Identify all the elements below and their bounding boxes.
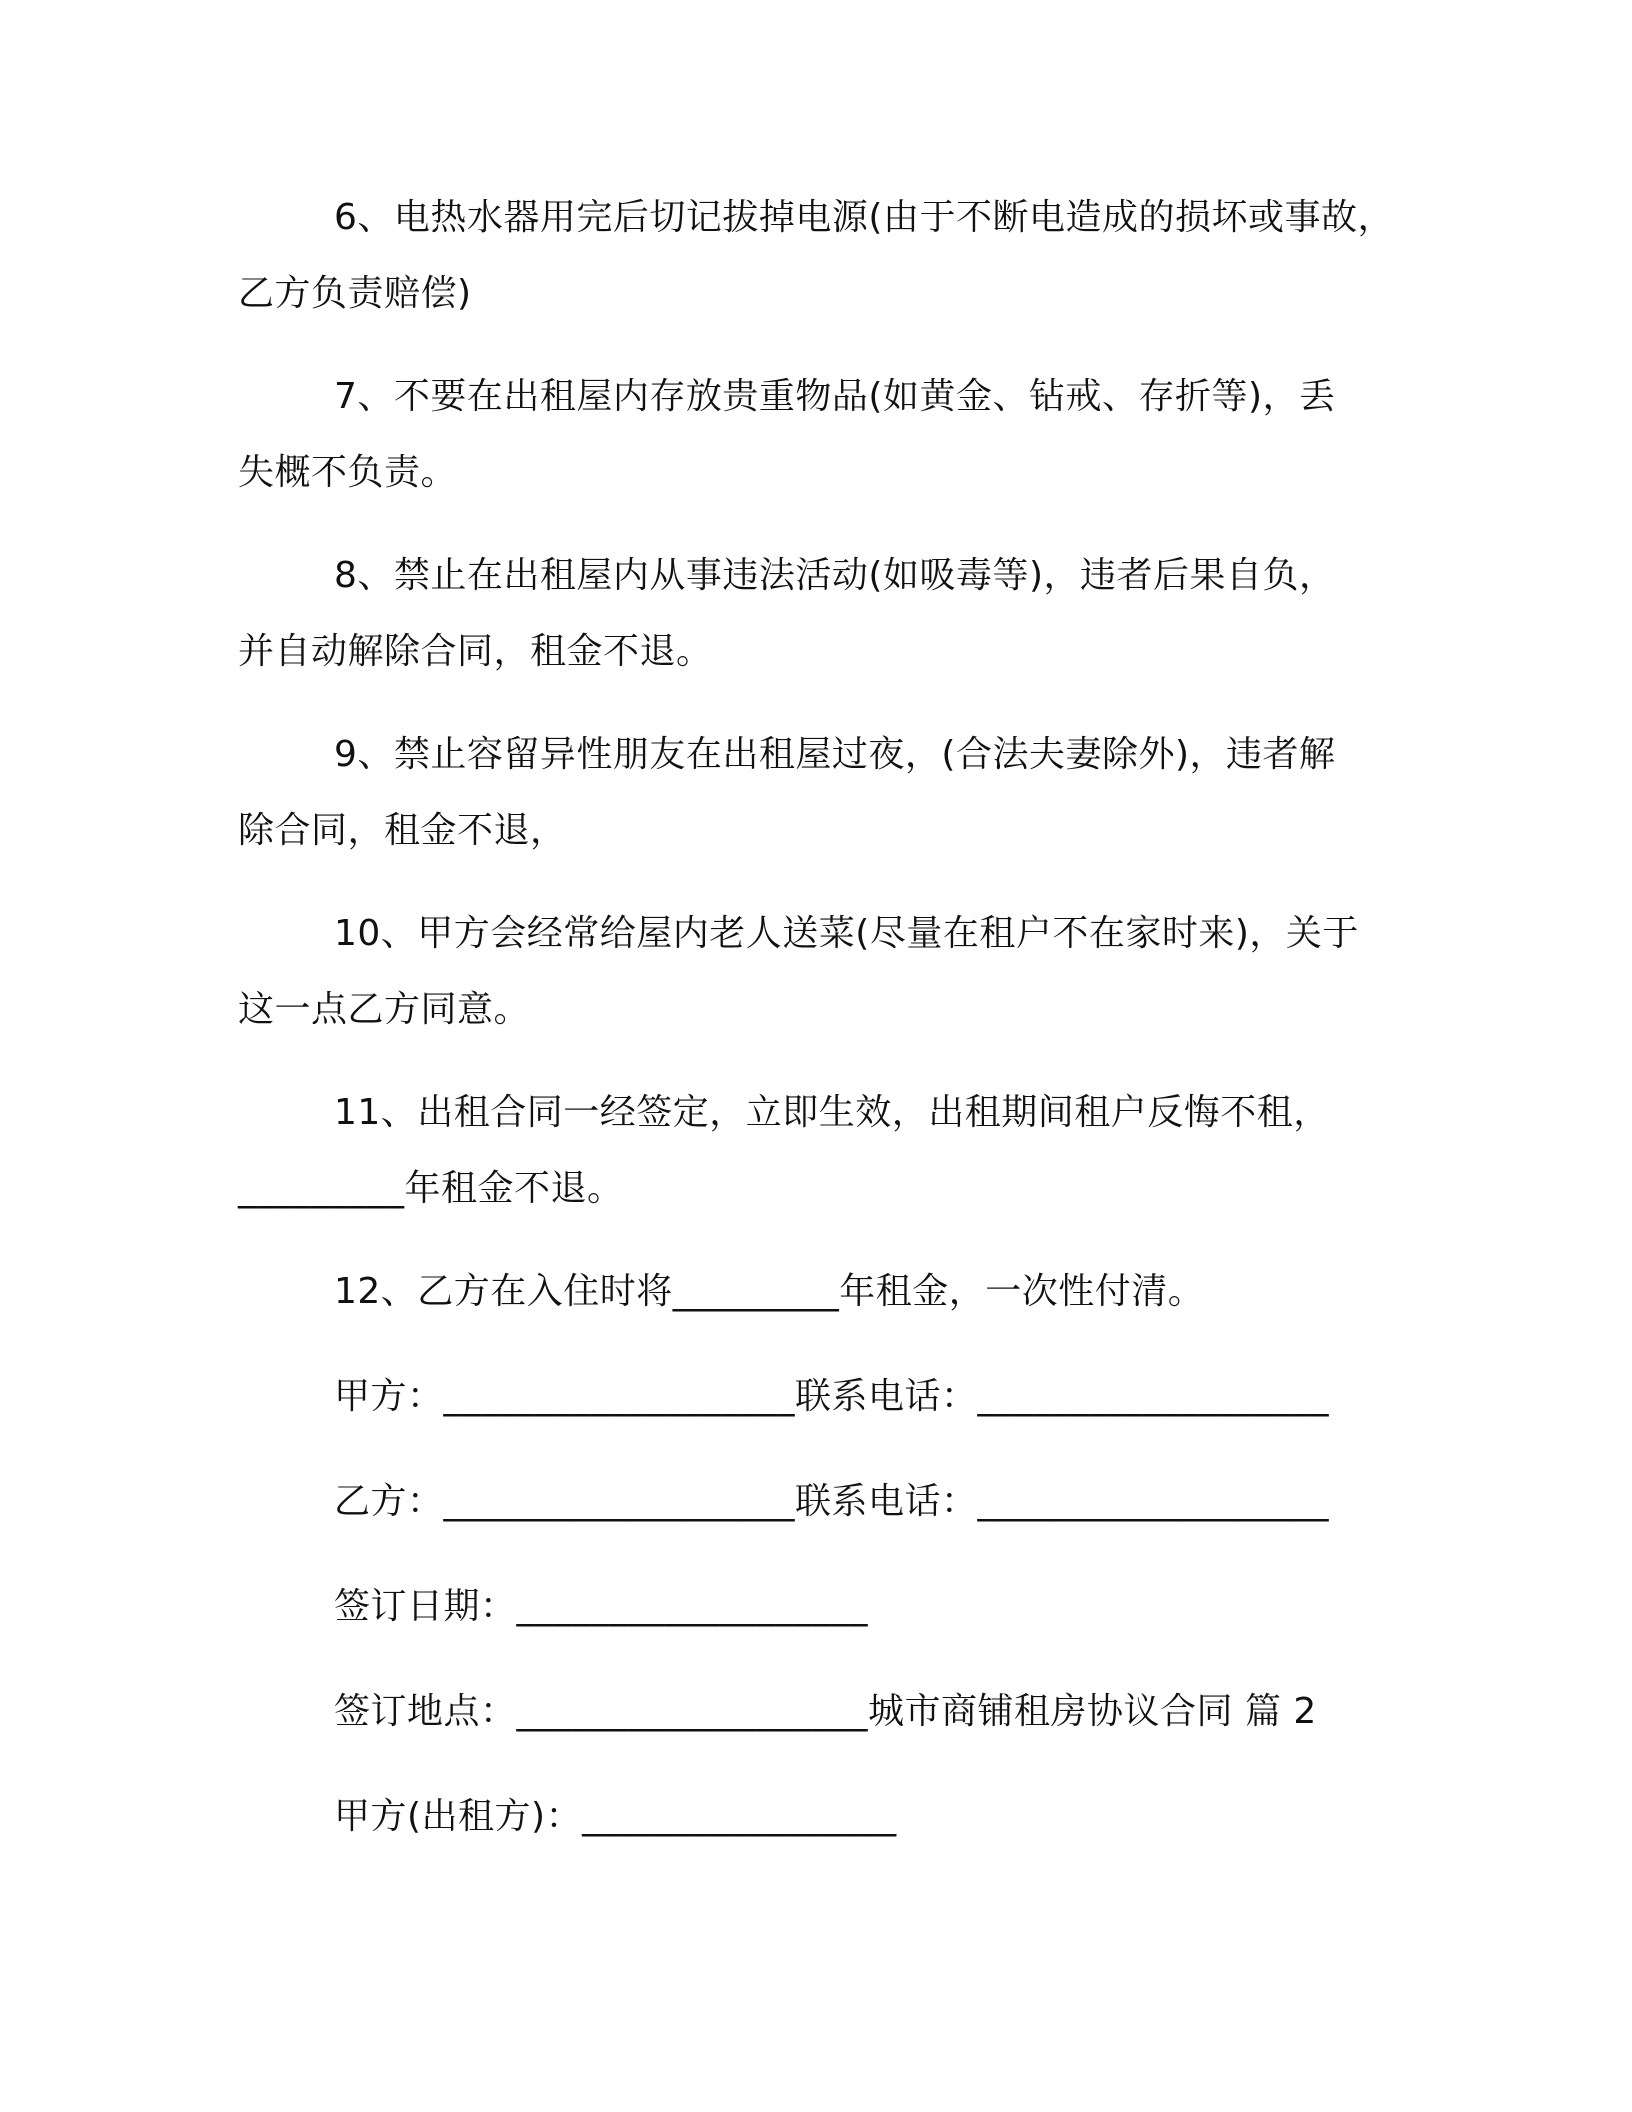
sign-date-line: 签订日期：___________________ xyxy=(334,1586,869,1627)
lessor-signature-line: 甲方(出租方)：_________________ xyxy=(334,1796,897,1837)
clause-8-line-2: 并自动解除合同，租金不退。 xyxy=(238,631,713,672)
clause-9-line-1: 9、禁止容留异性朋友在出租屋过夜，(合法夫妻除外)，违者解 xyxy=(334,734,1336,775)
party-a-signature-line: 甲方：___________________联系电话：___________________ xyxy=(334,1376,1330,1417)
clause-6-line-2: 乙方负责赔偿) xyxy=(238,273,472,314)
clause-12-line-1: 12、乙方在入住时将_________年租金，一次性付清。 xyxy=(334,1271,1205,1312)
sign-place-line: 签订地点：___________________城市商铺租房协议合同 篇 2 xyxy=(334,1691,1317,1732)
clause-10-line-1: 10、甲方会经常给屋内老人送菜(尽量在租户不在家时来)，关于 xyxy=(334,913,1359,954)
clause-11-line-1: 11、出租合同一经签定，立即生效，出租期间租户反悔不租， xyxy=(334,1092,1330,1133)
clause-10-line-2: 这一点乙方同意。 xyxy=(238,989,531,1030)
clause-8-line-1: 8、禁止在出租屋内从事违法活动(如吸毒等)，违者后果自负， xyxy=(334,555,1336,596)
clause-7-line-2: 失概不负责。 xyxy=(238,452,458,493)
party-b-signature-line: 乙方：___________________联系电话：___________________ xyxy=(334,1481,1330,1522)
clause-7-line-1: 7、不要在出租屋内存放贵重物品(如黄金、钻戒、存折等)，丢 xyxy=(334,376,1336,417)
clause-9-line-2: 除合同，租金不退， xyxy=(238,810,567,851)
clause-6-line-1: 6、电热水器用完后切记拔掉电源(由于不断电造成的损坏或事故， xyxy=(334,197,1394,238)
clause-11-line-2: _________年租金不退。 xyxy=(238,1168,624,1209)
